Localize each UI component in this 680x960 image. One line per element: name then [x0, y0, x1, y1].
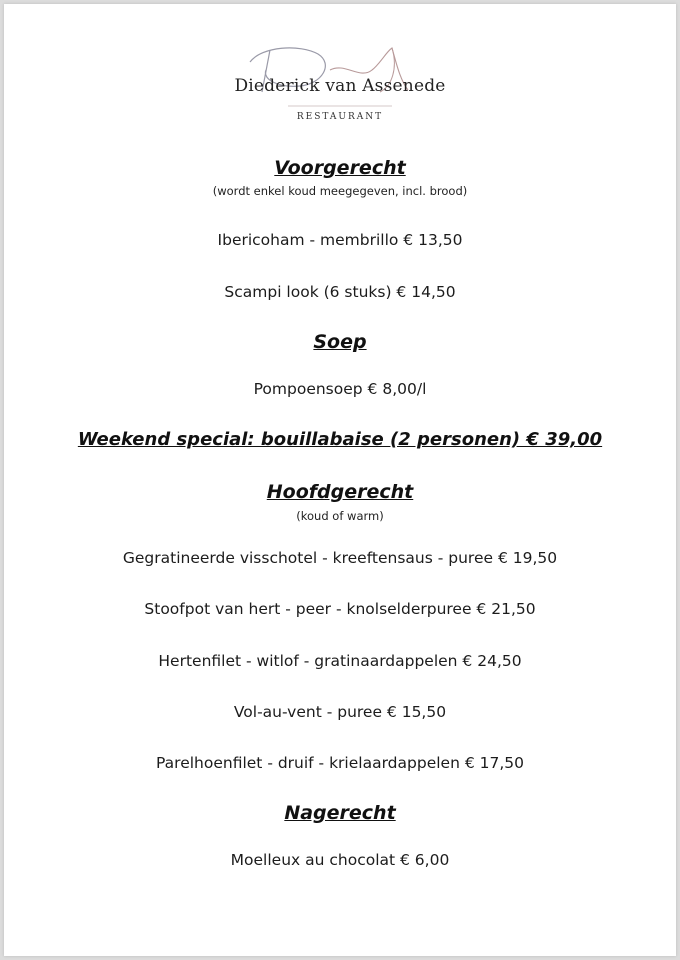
menu-item: Stoofpot van hert - peer - knolselderpuree € 21,50 [144, 600, 536, 618]
menu-item: Pompoensoep € 8,00/l [253, 380, 427, 398]
section-note-hoofdgerecht: (koud of warm) [296, 509, 384, 523]
weekend-special: Weekend special: bouillabaise (2 personen) € 39,00 [77, 429, 603, 450]
section-note-voorgerecht: (wordt enkel koud meegegeven, incl. brood) [212, 184, 468, 198]
restaurant-subtitle: RESTAURANT [296, 112, 384, 122]
menu-item: Vol-au-vent - puree € 15,50 [233, 703, 447, 721]
section-title-hoofdgerecht: Hoofdgerecht [266, 481, 414, 503]
menu-item: Ibericoham - membrillo € 13,50 [217, 231, 463, 249]
section-title-nagerecht: Nagerecht [284, 802, 396, 824]
restaurant-logo [0, 40, 680, 130]
menu-item: Parelhoenfilet - druif - krielaardappelen € 17,50 [156, 754, 524, 772]
menu-item: Gegratineerde visschotel - kreeftensaus - puree € 19,50 [122, 549, 558, 567]
menu-item: Scampi look (6 stuks) € 14,50 [224, 283, 456, 301]
restaurant-name: Diederick van Assenede [234, 76, 446, 96]
section-title-soep: Soep [313, 331, 367, 353]
section-title-voorgerecht: Voorgerecht [274, 157, 406, 179]
menu-item: Moelleux au chocolat € 6,00 [230, 851, 450, 869]
menu-item: Hertenfilet - witlof - gratinaardappelen € 24,50 [158, 652, 522, 670]
